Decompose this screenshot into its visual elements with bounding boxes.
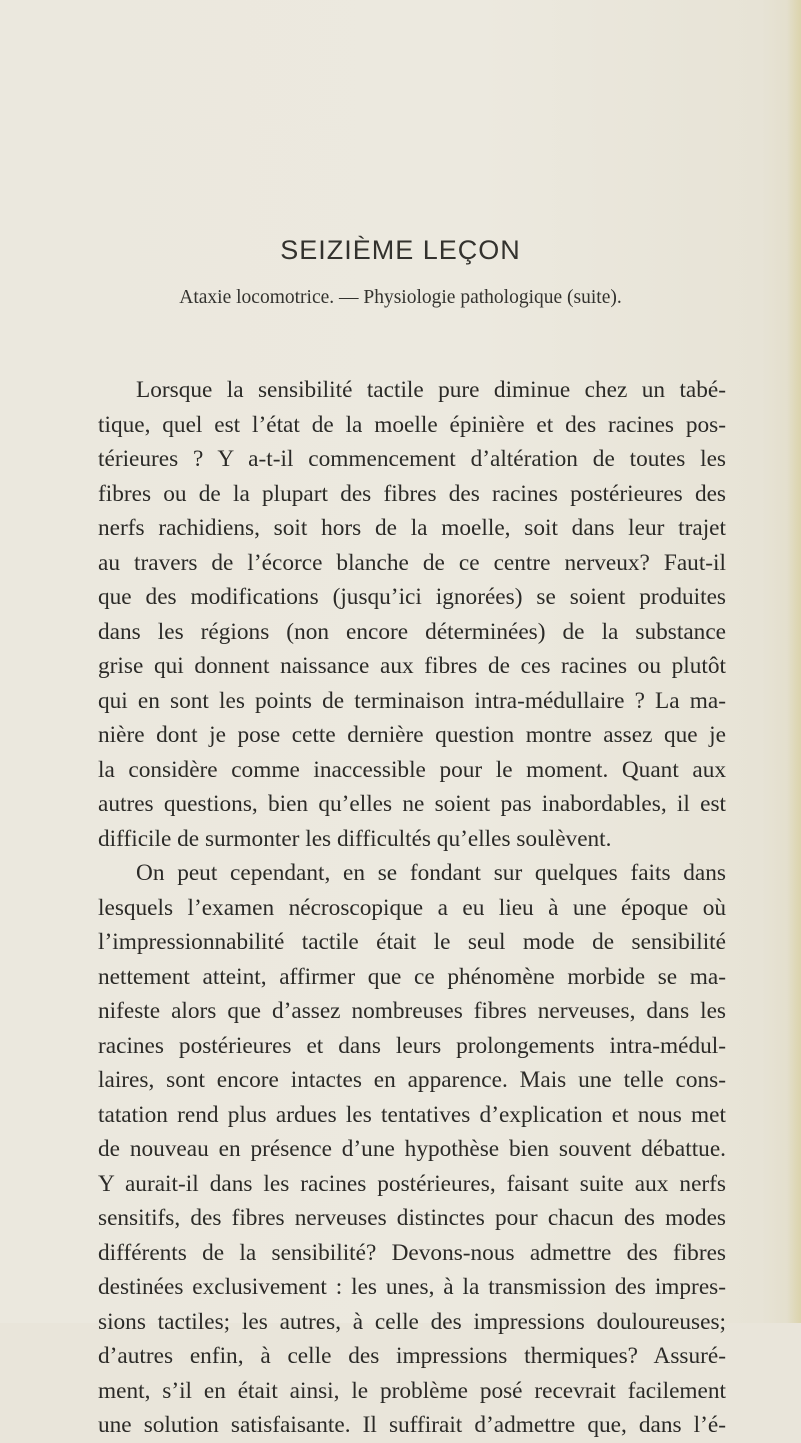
text-line: autres questions, bien qu’elles ne soient pas inabordables, il est (98, 791, 726, 817)
body-text (98, 373, 726, 1443)
text-line: destinées exclusivement : les unes, à la transmission des impres- (98, 1274, 726, 1300)
text-line: sions tactiles; les autres, à celle des impressions douloureuses; (98, 1308, 726, 1335)
text-line: nifeste alors que d’assez nombreuses fibres nerveuses, dans les (98, 998, 726, 1024)
text-line: que des modifications (jusqu’ici ignorées) se soient produites (98, 584, 726, 610)
text-line: l’impressionnabilité tactile était le seul mode de sensibilité (98, 929, 726, 955)
chapter-subtitle: Ataxie locomotrice. — Physiologie pathologique (suite). (179, 287, 622, 308)
text-line: Lorsque la sensibilité tactile pure diminue chez un tabé- (136, 377, 726, 403)
text-line: qui en sont les points de terminaison intra-médullaire ? La ma- (98, 687, 726, 714)
text-line: térieures ? Y a-t-il commencement d’altération de toutes les (98, 446, 726, 472)
text-line: fibres ou de la plupart des fibres des racines postérieures des (98, 480, 726, 507)
text-line: dans les régions (non encore déterminées) de la substance (98, 618, 726, 645)
text-line: Y aurait-il dans les racines postérieures, faisant suite aux nerfs (98, 1170, 726, 1197)
page-edge-shadow (787, 0, 801, 1323)
text-line: difficile de surmonter les difficultés qu’elles soulèvent. (98, 825, 612, 852)
text-line: nettement atteint, affirmer que ce phénomène morbide se ma- (98, 963, 726, 990)
text-line: laires, sont encore intactes en apparence. Mais une telle cons- (98, 1067, 726, 1093)
text-line: racines postérieures et dans leurs prolongements intra-médul- (98, 1032, 726, 1059)
text-line: différents de la sensibilité? Devons-nous admettre des fibres (98, 1239, 726, 1266)
text-line: de nouveau en présence d’une hypothèse bien souvent débattue. (98, 1136, 726, 1162)
text-line: nière dont je pose cette dernière question montre assez que je (98, 722, 726, 748)
chapter-title: SEIZIÈME LEÇON (280, 235, 521, 265)
text-line: lesquels l’examen nécroscopique a eu lieu à une époque où (98, 894, 726, 921)
text-line: d’autres enfin, à celle des impressions thermiques? Assuré- (98, 1343, 726, 1369)
text-line: On peut cependant, en se fondant sur quelques faits dans (136, 860, 726, 886)
text-line: ment, s’il en était ainsi, le problème posé recevrait facilement (98, 1377, 726, 1404)
text-line: la considère comme inaccessible pour le moment. Quant aux (98, 756, 726, 783)
text-line: nerfs rachidiens, soit hors de la moelle, soit dans leur trajet (98, 515, 726, 541)
paragraph-2 (98, 856, 726, 1443)
text-line: tique, quel est l’état de la moelle épinière et des racines pos- (98, 411, 726, 438)
text-line: tatation rend plus ardues les tentatives d’explication et nous met (98, 1101, 726, 1128)
text-line: grise qui donnent naissance aux fibres de ces racines ou plutôt (98, 653, 726, 679)
text-line: au travers de l’écorce blanche de ce centre nerveux? Faut-il (98, 549, 726, 576)
paragraph-1 (98, 373, 726, 856)
text-line: une solution satisfaisante. Il suffirait d’admettre que, dans l’é- (98, 1412, 726, 1438)
text-line: sensitifs, des fibres nerveuses distinctes pour chacun des modes (98, 1205, 726, 1231)
